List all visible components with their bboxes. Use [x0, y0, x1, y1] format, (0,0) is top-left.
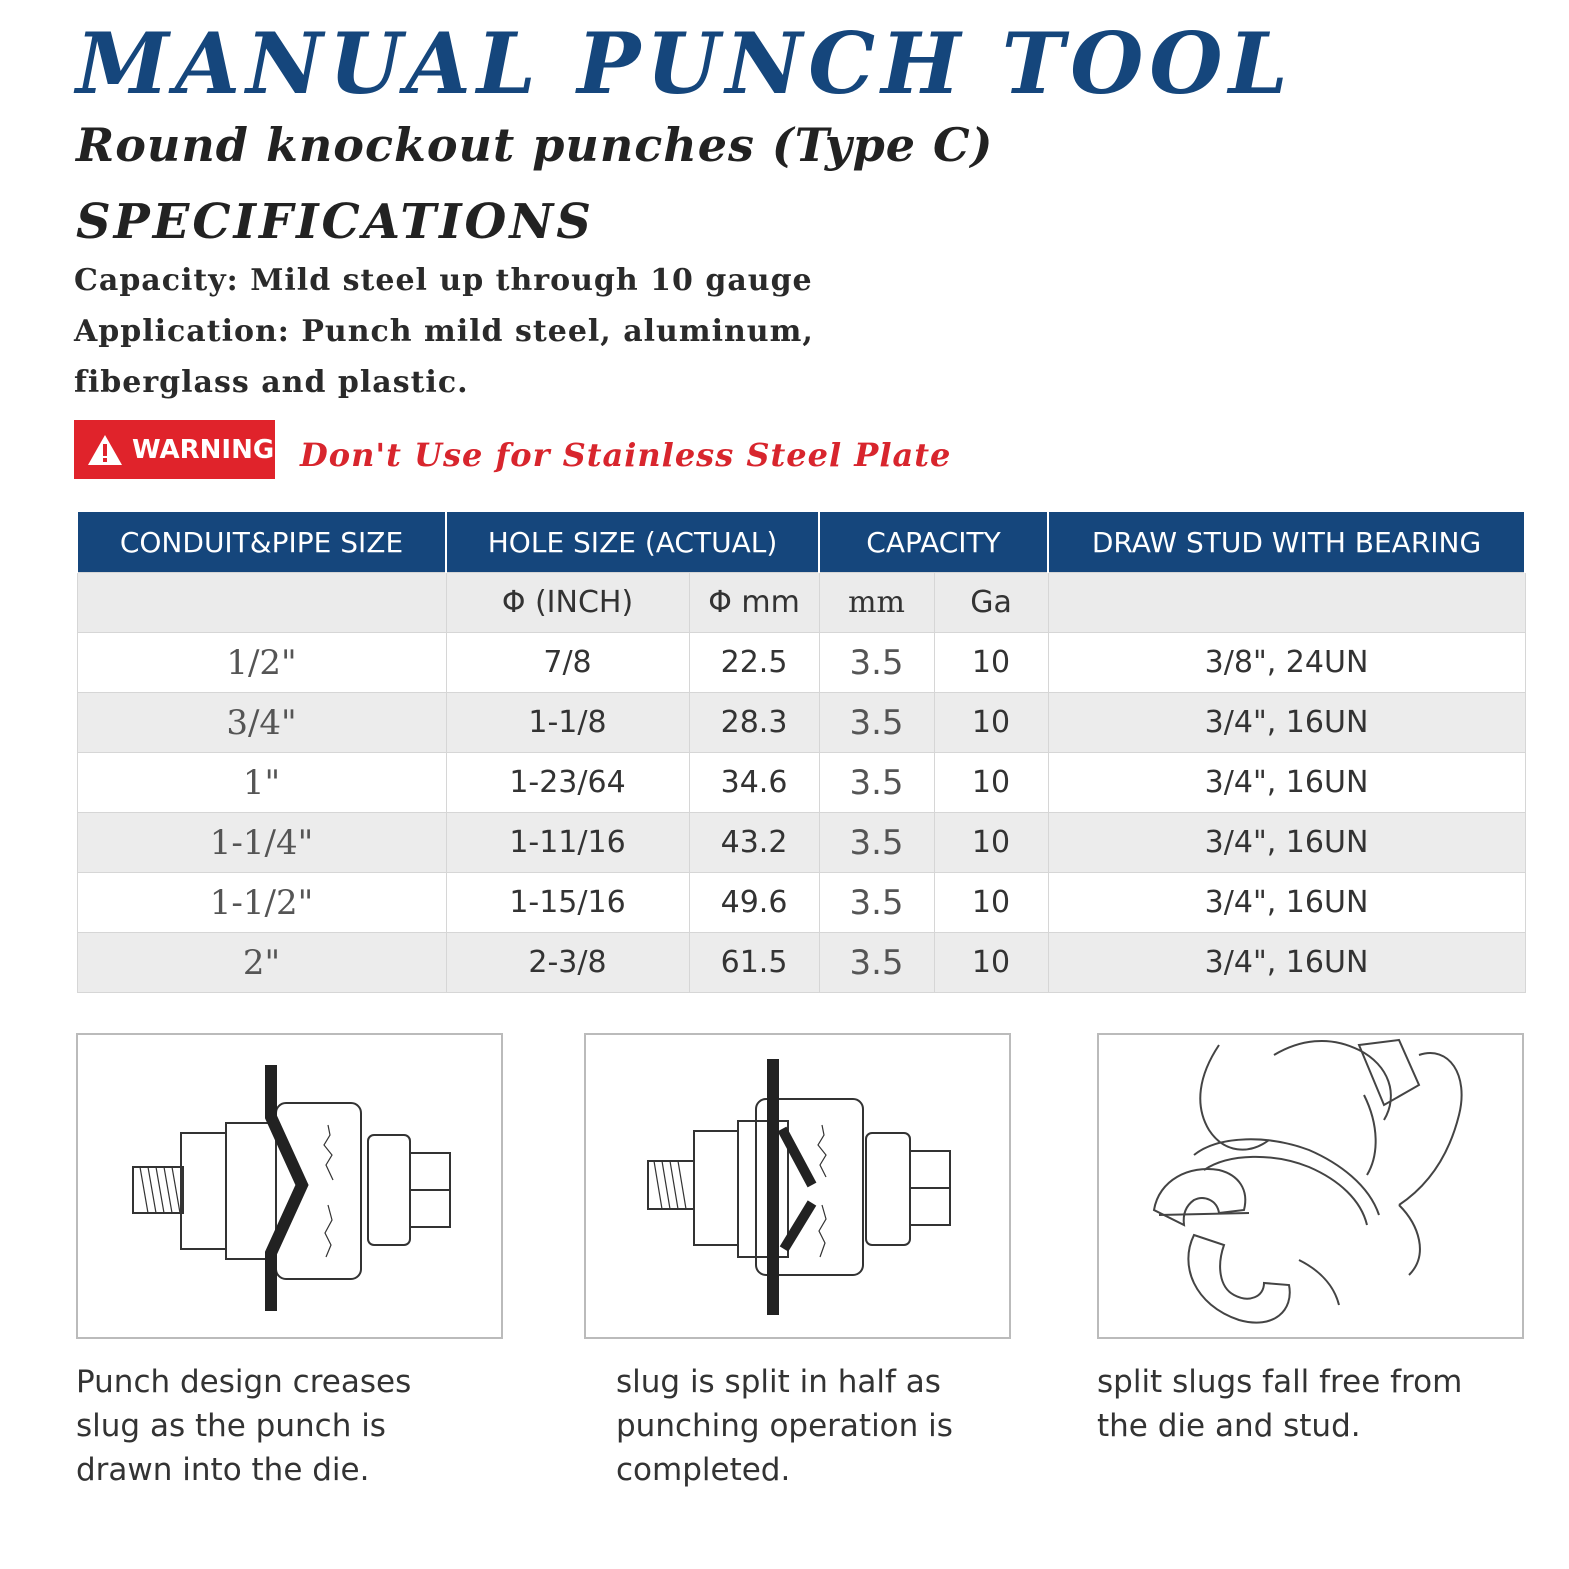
subheader-empty: [1048, 573, 1525, 633]
cell-capacity-mm: 3.5: [819, 633, 934, 693]
cell-hole-mm: 49.6: [689, 873, 819, 933]
header-hole-size: HOLE SIZE (ACTUAL): [446, 512, 819, 573]
cell-capacity-ga: 10: [934, 693, 1048, 753]
subheader-ga: Ga: [934, 573, 1048, 633]
slug-split-diagram: [584, 1033, 1011, 1339]
cell-conduit-size: 3/4": [77, 693, 446, 753]
cell-capacity-ga: 10: [934, 813, 1048, 873]
cell-hole-inch: 1-1/8: [446, 693, 689, 753]
cell-draw-stud: 3/4", 16UN: [1048, 753, 1525, 813]
step-3-caption: [1097, 1360, 1462, 1448]
table-row: [77, 753, 1525, 813]
header-capacity: CAPACITY: [819, 512, 1048, 573]
subheader-inch: Φ (INCH): [446, 573, 689, 633]
cell-draw-stud: 3/4", 16UN: [1048, 933, 1525, 993]
caption-line: slug is split in half as: [616, 1364, 941, 1400]
spec-line-materials: fiberglass and plastic.: [74, 365, 469, 400]
cell-draw-stud: 3/4", 16UN: [1048, 813, 1525, 873]
page-subtitle: Round knockout punches (Type C): [76, 118, 994, 172]
cell-conduit-size: 1/2": [77, 633, 446, 693]
cell-hole-inch: 1-15/16: [446, 873, 689, 933]
cell-capacity-ga: 10: [934, 633, 1048, 693]
punch-crease-diagram: [76, 1033, 503, 1339]
cell-capacity-ga: 10: [934, 933, 1048, 993]
caption-line: split slugs fall free from: [1097, 1364, 1463, 1400]
cell-hole-mm: 22.5: [689, 633, 819, 693]
cell-capacity-ga: 10: [934, 753, 1048, 813]
cell-hole-inch: 7/8: [446, 633, 689, 693]
table-row: [77, 813, 1525, 873]
table-subheader-row: [77, 573, 1525, 633]
table-row: [77, 873, 1525, 933]
specifications-text: [74, 255, 814, 408]
cell-conduit-size: 1-1/2": [77, 873, 446, 933]
step-2-caption: [616, 1360, 953, 1492]
header-conduit-size: CONDUIT&PIPE SIZE: [77, 512, 446, 573]
cell-draw-stud: 3/4", 16UN: [1048, 873, 1525, 933]
cell-capacity-mm: 3.5: [819, 933, 934, 993]
hand-slug-release-illustration: [1097, 1033, 1524, 1339]
cell-conduit-size: 1": [77, 753, 446, 813]
cell-capacity-mm: 3.5: [819, 693, 934, 753]
caption-line: drawn into the die.: [76, 1452, 370, 1488]
table-header-row: [77, 512, 1525, 573]
cell-hole-inch: 1-23/64: [446, 753, 689, 813]
specifications-table: [76, 512, 1526, 993]
caption-line: slug as the punch is: [76, 1408, 386, 1444]
cell-capacity-mm: 3.5: [819, 753, 934, 813]
cell-conduit-size: 2": [77, 933, 446, 993]
spec-line-capacity: Capacity: Mild steel up through 10 gauge: [74, 263, 813, 298]
cell-hole-mm: 28.3: [689, 693, 819, 753]
step-1-caption: [76, 1360, 411, 1492]
caption-line: completed.: [616, 1452, 791, 1488]
cell-hole-inch: 1-11/16: [446, 813, 689, 873]
caption-line: punching operation is: [616, 1408, 953, 1444]
table-row: [77, 633, 1525, 693]
cell-conduit-size: 1-1/4": [77, 813, 446, 873]
warning-badge: [74, 420, 275, 479]
warning-message: Don't Use for Stainless Steel Plate: [300, 436, 952, 474]
cell-capacity-ga: 10: [934, 873, 1048, 933]
cell-hole-mm: 43.2: [689, 813, 819, 873]
cell-hole-mm: 61.5: [689, 933, 819, 993]
warning-triangle-icon: [86, 433, 124, 467]
cell-draw-stud: 3/4", 16UN: [1048, 693, 1525, 753]
subheader-capacity-mm: mm: [819, 573, 934, 633]
header-draw-stud: DRAW STUD WITH BEARING: [1048, 512, 1525, 573]
specifications-heading: SPECIFICATIONS: [76, 194, 594, 250]
warning-badge-label: WARNING: [132, 434, 275, 465]
caption-line: Punch design creases: [76, 1364, 412, 1400]
cell-draw-stud: 3/8", 24UN: [1048, 633, 1525, 693]
table-row: [77, 933, 1525, 993]
spec-line-application: Application: Punch mild steel, aluminum,: [74, 314, 814, 349]
cell-hole-inch: 2-3/8: [446, 933, 689, 993]
cell-capacity-mm: 3.5: [819, 873, 934, 933]
table-row: [77, 693, 1525, 753]
cell-hole-mm: 34.6: [689, 753, 819, 813]
caption-line: the die and stud.: [1097, 1408, 1361, 1444]
subheader-empty: [77, 573, 446, 633]
subheader-mm: Φ mm: [689, 573, 819, 633]
page-title: MANUAL PUNCH TOOL: [76, 14, 1294, 113]
cell-capacity-mm: 3.5: [819, 813, 934, 873]
